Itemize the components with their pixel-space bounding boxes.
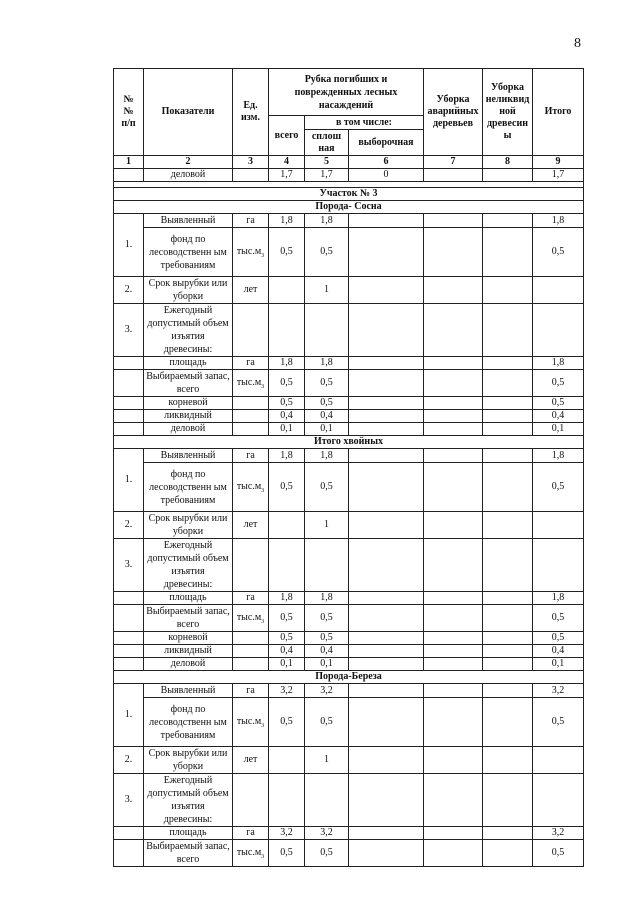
cell-total: 3,2 (533, 684, 584, 698)
cell-vsego: 0,5 (269, 840, 305, 867)
cell (269, 277, 305, 304)
cell (483, 410, 533, 423)
table-row (114, 605, 584, 632)
cell-total: 0,1 (533, 658, 584, 671)
header-unit: Ед. изм. (233, 69, 269, 156)
cell-vsego: 1,8 (269, 449, 305, 463)
cell (349, 449, 424, 463)
col-number: 8 (483, 156, 533, 169)
section-heading-row (114, 436, 584, 449)
cell (349, 463, 424, 512)
cell (349, 592, 424, 605)
cell-unit: лет (233, 277, 269, 304)
row-label: Ежегодный допустимый объем изъятия древесины: (144, 774, 233, 827)
cell (483, 827, 533, 840)
table-row (114, 169, 584, 182)
row-label: Срок вырубки или уборки (144, 277, 233, 304)
page-number: 8 (574, 36, 581, 51)
cell (483, 645, 533, 658)
cell (114, 423, 144, 436)
row-label: площадь (144, 357, 233, 370)
cell (305, 774, 349, 827)
row-label: ликвидный (144, 410, 233, 423)
cell (349, 774, 424, 827)
cell-total: 0,5 (533, 463, 584, 512)
cell (269, 747, 305, 774)
cell (424, 370, 483, 397)
table-row (114, 370, 584, 397)
cell (424, 539, 483, 592)
col-number: 4 (269, 156, 305, 169)
unit-superscript: 3 (261, 488, 265, 494)
cell-clear: 1,8 (305, 357, 349, 370)
cell (424, 827, 483, 840)
cell (483, 463, 533, 512)
row-index: 3. (114, 539, 144, 592)
cell (424, 449, 483, 463)
table-row (114, 410, 584, 423)
cell (349, 605, 424, 632)
row-label: фонд по лесоводственн ым требованиям (144, 463, 233, 512)
column-numbering-row (114, 156, 584, 169)
cell-clear: 1 (305, 512, 349, 539)
unit-superscript: 3 (261, 384, 265, 390)
cell-total: 0,5 (533, 632, 584, 645)
cell-vsego: 0,4 (269, 645, 305, 658)
row-label: Выявленный (144, 449, 233, 463)
cell-unit: га (233, 827, 269, 840)
header-indicator: Показатели (144, 69, 233, 156)
cell-vsego: 1,8 (269, 592, 305, 605)
cell-total: 0,4 (533, 645, 584, 658)
unit-text: тыс.м (236, 377, 262, 388)
table-row (114, 684, 584, 698)
cell (483, 774, 533, 827)
cell-total: 0,5 (533, 370, 584, 397)
cell-clear: 0,4 (305, 645, 349, 658)
unit-superscript: 3 (261, 253, 265, 259)
cell-clear: 0,5 (305, 397, 349, 410)
header-number: № № п/п (114, 69, 144, 156)
cell-total: 1,7 (533, 169, 584, 182)
row-label: площадь (144, 592, 233, 605)
cell-total: 0,5 (533, 228, 584, 277)
cell-clear: 1,8 (305, 449, 349, 463)
unit-text: тыс.м (236, 847, 262, 858)
cell (424, 410, 483, 423)
cell (233, 658, 269, 671)
row-index: 1. (114, 684, 144, 747)
table-row (114, 357, 584, 370)
cell (349, 277, 424, 304)
cell (424, 397, 483, 410)
cell (424, 357, 483, 370)
unit-text: тыс.м (236, 481, 262, 492)
row-label: Выявленный (144, 214, 233, 228)
row-label: корневой (144, 632, 233, 645)
cell (483, 698, 533, 747)
cell-vsego: 0,5 (269, 605, 305, 632)
cell-total: 0,1 (533, 423, 584, 436)
cell (483, 658, 533, 671)
cell (483, 840, 533, 867)
cell-unit: га (233, 214, 269, 228)
cell-clear: 0,5 (305, 840, 349, 867)
cell (114, 827, 144, 840)
table-row (114, 698, 584, 747)
header-selective: выборочная (349, 130, 424, 156)
row-index: 3. (114, 304, 144, 357)
cell (269, 512, 305, 539)
table-row (114, 747, 584, 774)
cell (483, 423, 533, 436)
cell (305, 304, 349, 357)
cell (533, 747, 584, 774)
row-label: фонд по лесоводственн ым требованиям (144, 698, 233, 747)
header-clear: сплош ная (305, 130, 349, 156)
col-number: 9 (533, 156, 584, 169)
cell (424, 304, 483, 357)
cell (233, 423, 269, 436)
cell (349, 645, 424, 658)
section-heading-row (114, 671, 584, 684)
cell-clear: 3,2 (305, 684, 349, 698)
table-row (114, 840, 584, 867)
cell (483, 397, 533, 410)
cell (483, 228, 533, 277)
cell-vsego: 1,8 (269, 214, 305, 228)
cell (424, 277, 483, 304)
cell-vsego: 0,5 (269, 463, 305, 512)
cell (483, 357, 533, 370)
cell-vsego: 3,2 (269, 827, 305, 840)
cell (533, 774, 584, 827)
table-row (114, 423, 584, 436)
cell-clear: 0,5 (305, 698, 349, 747)
col-number: 7 (424, 156, 483, 169)
header-illiquid: Уборка неликвид ной древесин ы (483, 69, 533, 156)
cell (424, 605, 483, 632)
cell-unit: га (233, 684, 269, 698)
section-heading: Порода-Береза (114, 671, 584, 684)
cell (424, 840, 483, 867)
cell (483, 370, 533, 397)
cell-unit (233, 840, 269, 867)
cell (114, 169, 144, 182)
cell-clear: 1,8 (305, 214, 349, 228)
cell-selective: 0 (349, 169, 424, 182)
cell (424, 592, 483, 605)
cell (233, 304, 269, 357)
cell (533, 277, 584, 304)
cell-clear: 0,4 (305, 410, 349, 423)
cell-unit: га (233, 449, 269, 463)
cell (114, 840, 144, 867)
cell (424, 632, 483, 645)
header-total-felling: всего (269, 116, 305, 156)
cell-vsego: 0,1 (269, 423, 305, 436)
row-label: Выбираемый запас, всего (144, 840, 233, 867)
cell-vsego: 0,1 (269, 658, 305, 671)
cell (424, 747, 483, 774)
cell (349, 658, 424, 671)
cell-vsego: 1,8 (269, 357, 305, 370)
section-subheading-row (114, 201, 584, 214)
unit-text: тыс.м (236, 612, 262, 623)
unit-superscript: 3 (261, 723, 265, 729)
row-index: 1. (114, 214, 144, 277)
cell (114, 357, 144, 370)
row-index: 1. (114, 449, 144, 512)
cell (114, 605, 144, 632)
row-label: деловой (144, 658, 233, 671)
cell (233, 539, 269, 592)
cell (233, 410, 269, 423)
cell (349, 423, 424, 436)
cell-clear: 0,5 (305, 605, 349, 632)
cell-clear: 0,5 (305, 632, 349, 645)
cell-vsego: 0,5 (269, 228, 305, 277)
table-row (114, 774, 584, 827)
cell-unit (233, 698, 269, 747)
cell (349, 747, 424, 774)
cell-unit (233, 463, 269, 512)
cell-vsego: 1,7 (269, 169, 305, 182)
cell-total: 0,5 (533, 397, 584, 410)
cell-total: 1,8 (533, 592, 584, 605)
felling-table (113, 68, 584, 867)
row-label: Ежегодный допустимый объем изъятия древесины: (144, 304, 233, 357)
cell-vsego: 0,5 (269, 370, 305, 397)
cell (114, 658, 144, 671)
cell (349, 539, 424, 592)
felling-table-body (114, 69, 584, 867)
cell-unit: лет (233, 747, 269, 774)
cell (349, 827, 424, 840)
cell (483, 632, 533, 645)
col-number: 6 (349, 156, 424, 169)
cell (349, 684, 424, 698)
cell-clear: 0,1 (305, 423, 349, 436)
cell-clear: 1 (305, 277, 349, 304)
cell (424, 658, 483, 671)
cell (233, 632, 269, 645)
cell-total: 0,4 (533, 410, 584, 423)
cell-unit: га (233, 592, 269, 605)
cell (483, 605, 533, 632)
cell (349, 370, 424, 397)
col-number: 2 (144, 156, 233, 169)
unit-text: тыс.м (236, 716, 262, 727)
row-label: Выявленный (144, 684, 233, 698)
cell-total: 1,8 (533, 449, 584, 463)
cell-clear: 0,5 (305, 370, 349, 397)
cell (424, 698, 483, 747)
row-index: 2. (114, 747, 144, 774)
cell-vsego: 0,5 (269, 397, 305, 410)
table-row (114, 827, 584, 840)
section-subheading: Порода- Сосна (114, 201, 584, 214)
cell-clear: 0,1 (305, 658, 349, 671)
cell (349, 632, 424, 645)
table-row (114, 512, 584, 539)
cell (349, 410, 424, 423)
row-index: 2. (114, 512, 144, 539)
cell-clear: 0,5 (305, 228, 349, 277)
cell (424, 512, 483, 539)
table-row (114, 449, 584, 463)
cell (349, 214, 424, 228)
cell-unit: га (233, 357, 269, 370)
table-row (114, 228, 584, 277)
cell (349, 357, 424, 370)
table-row (114, 463, 584, 512)
table-row (114, 632, 584, 645)
table-row (114, 539, 584, 592)
section-heading-row (114, 188, 584, 201)
row-label: ликвидный (144, 645, 233, 658)
row-label: Срок вырубки или уборки (144, 512, 233, 539)
cell (349, 840, 424, 867)
cell-vsego: 0,4 (269, 410, 305, 423)
cell (483, 747, 533, 774)
cell-unit: лет (233, 512, 269, 539)
cell (483, 169, 533, 182)
cell-unit (233, 370, 269, 397)
cell (533, 304, 584, 357)
cell-total: 0,5 (533, 605, 584, 632)
cell (269, 774, 305, 827)
cell (233, 645, 269, 658)
table-row (114, 304, 584, 357)
cell (424, 228, 483, 277)
cell (114, 397, 144, 410)
cell (349, 397, 424, 410)
row-label: деловой (144, 169, 233, 182)
cell-vsego: 3,2 (269, 684, 305, 698)
cell (114, 632, 144, 645)
header-total: Итого (533, 69, 584, 156)
cell (483, 277, 533, 304)
cell (483, 512, 533, 539)
cell (424, 774, 483, 827)
cell-total: 3,2 (533, 827, 584, 840)
cell (483, 449, 533, 463)
cell (349, 512, 424, 539)
cell (349, 698, 424, 747)
cell (349, 228, 424, 277)
cell (533, 512, 584, 539)
cell (483, 684, 533, 698)
cell-clear: 1 (305, 747, 349, 774)
cell (269, 539, 305, 592)
table-row (114, 214, 584, 228)
cell-vsego: 0,5 (269, 632, 305, 645)
cell (483, 304, 533, 357)
col-number: 3 (233, 156, 269, 169)
cell-clear: 1,7 (305, 169, 349, 182)
cell-vsego: 0,5 (269, 698, 305, 747)
table-row (114, 277, 584, 304)
cell (483, 592, 533, 605)
table-row (114, 397, 584, 410)
section-heading: Участок № 3 (114, 188, 584, 201)
row-label: корневой (144, 397, 233, 410)
row-label: площадь (144, 827, 233, 840)
table-row (114, 645, 584, 658)
header-emergency: Уборка аварийных деревьев (424, 69, 483, 156)
cell (424, 214, 483, 228)
cell-clear: 1,8 (305, 592, 349, 605)
cell-clear: 3,2 (305, 827, 349, 840)
cell (114, 410, 144, 423)
cell (114, 645, 144, 658)
cell (233, 169, 269, 182)
cell (349, 304, 424, 357)
cell-clear: 0,5 (305, 463, 349, 512)
cell-total: 0,5 (533, 698, 584, 747)
cell (114, 370, 144, 397)
cell (233, 774, 269, 827)
cell (424, 169, 483, 182)
header-felling: Рубка погибших и поврежденных лесных насаждений (269, 69, 424, 116)
row-label: деловой (144, 423, 233, 436)
col-number: 1 (114, 156, 144, 169)
cell (305, 539, 349, 592)
cell (533, 539, 584, 592)
cell (114, 592, 144, 605)
row-label: Срок вырубки или уборки (144, 747, 233, 774)
col-number: 5 (305, 156, 349, 169)
cell (483, 539, 533, 592)
unit-superscript: 3 (261, 619, 265, 625)
cell (424, 463, 483, 512)
row-label: Ежегодный допустимый объем изъятия древесины: (144, 539, 233, 592)
row-index: 3. (114, 774, 144, 827)
cell-total: 1,8 (533, 357, 584, 370)
row-label: Выбираемый запас, всего (144, 605, 233, 632)
cell (424, 645, 483, 658)
row-label: Выбираемый запас, всего (144, 370, 233, 397)
table-row (114, 592, 584, 605)
cell-total: 1,8 (533, 214, 584, 228)
row-label: фонд по лесоводственн ым требованиям (144, 228, 233, 277)
cell (424, 423, 483, 436)
cell-unit (233, 605, 269, 632)
cell (269, 304, 305, 357)
header-including: в том числе: (305, 116, 424, 130)
cell (483, 214, 533, 228)
cell (233, 397, 269, 410)
cell-unit (233, 228, 269, 277)
cell-total: 0,5 (533, 840, 584, 867)
unit-superscript: 3 (261, 854, 265, 860)
row-index: 2. (114, 277, 144, 304)
cell (424, 684, 483, 698)
section-heading: Итого хвойных (114, 436, 584, 449)
table-row (114, 658, 584, 671)
unit-text: тыс.м (236, 246, 262, 257)
